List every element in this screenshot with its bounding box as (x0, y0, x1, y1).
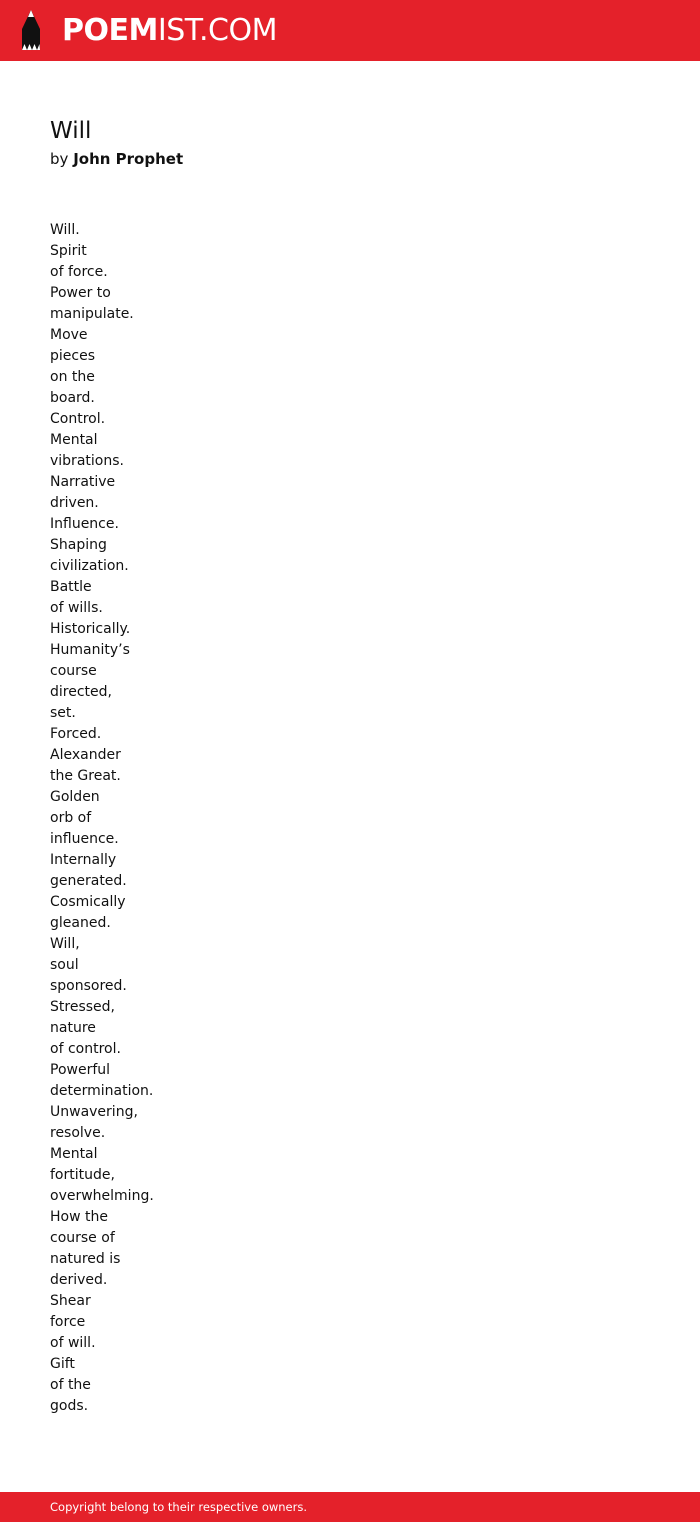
poem-line: of the (50, 1377, 91, 1393)
by-label: by (50, 150, 69, 168)
poem-line: civilization. (50, 558, 129, 574)
poem-line: fortitude, (50, 1167, 115, 1183)
poem-line: orb of (50, 810, 92, 826)
poem-line: Mental (50, 1146, 98, 1162)
poem-line: derived. (50, 1272, 108, 1288)
poem-line: overwhelming. (50, 1188, 154, 1204)
poem-line: Unwavering, (50, 1104, 138, 1120)
poem-line: of will. (50, 1335, 96, 1351)
copyright-text: Copyright belong to their respective owners. (50, 1500, 308, 1514)
poem-line: Influence. (50, 516, 119, 532)
poem-line: Humanity’s (50, 642, 130, 658)
poem-line: Power to (50, 285, 111, 301)
poem-line: nature (50, 1020, 96, 1036)
poem-body (50, 220, 650, 1417)
poem-line: Stressed, (50, 999, 115, 1015)
poem-line: Spirit (50, 243, 87, 259)
poem-line: Forced. (50, 726, 102, 742)
pencil-icon (18, 9, 44, 51)
poem-line: directed, (50, 684, 112, 700)
poem-line: on the (50, 369, 95, 385)
poem-line: pieces (50, 348, 95, 364)
poem-line: of control. (50, 1041, 121, 1057)
poem-line: soul (50, 957, 79, 973)
poem-line: vibrations. (50, 453, 124, 469)
poem-byline (50, 148, 650, 170)
poem-line: force (50, 1314, 86, 1330)
poem-content (50, 116, 650, 1417)
site-logo-text (62, 13, 277, 49)
poem-line: Powerful (50, 1062, 111, 1078)
poem-line: the Great. (50, 768, 121, 784)
poem-line: Cosmically (50, 894, 126, 910)
poem-line: sponsored. (50, 978, 127, 994)
poem-line: generated. (50, 873, 127, 889)
poem-line: Move (50, 327, 88, 343)
poem-line: gods. (50, 1398, 89, 1414)
poem-line: Will, (50, 936, 80, 952)
poem-line: natured is (50, 1251, 121, 1267)
poem-author: John Prophet (73, 150, 184, 168)
poem-line: Alexander (50, 747, 121, 763)
poem-line: determination. (50, 1083, 154, 1099)
poem-line: How the (50, 1209, 108, 1225)
poem-line: course (50, 663, 97, 679)
poem-line: influence. (50, 831, 119, 847)
poem-line: Battle (50, 579, 92, 595)
poem-line: course of (50, 1230, 115, 1246)
poem-line: Narrative (50, 474, 116, 490)
poem-title: Will (50, 118, 92, 144)
logo-text-bold: POEM (62, 13, 158, 48)
poem-line: Shaping (50, 537, 107, 553)
poem-line: gleaned. (50, 915, 111, 931)
poem-line: Mental (50, 432, 98, 448)
poem-line: manipulate. (50, 306, 134, 322)
poem-line: Internally (50, 852, 117, 868)
poem-line: board. (50, 390, 95, 406)
poem-line: of force. (50, 264, 108, 280)
poem-line: resolve. (50, 1125, 106, 1141)
site-footer (0, 1492, 700, 1522)
poem-line: Gift (50, 1356, 75, 1372)
poem-line: Control. (50, 411, 106, 427)
poem-line: Historically. (50, 621, 131, 637)
logo-text-light: IST.COM (157, 13, 277, 48)
poem-line: of wills. (50, 600, 103, 616)
poem-line: Shear (50, 1293, 91, 1309)
site-header (0, 0, 700, 61)
poem-line: set. (50, 705, 76, 721)
poem-line: driven. (50, 495, 99, 511)
poem-line: Will. (50, 222, 80, 238)
poem-line: Golden (50, 789, 100, 805)
